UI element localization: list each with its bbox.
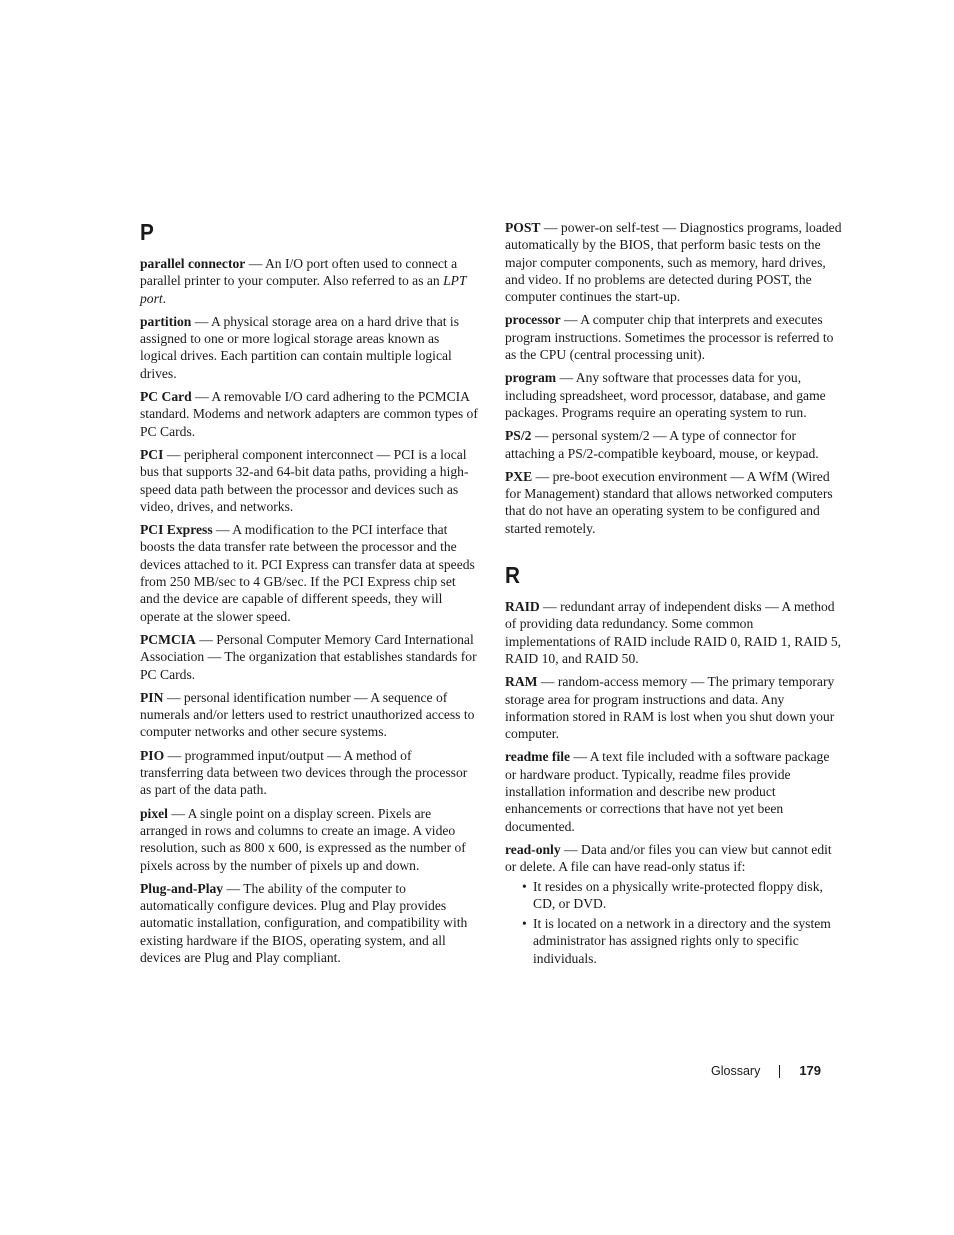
section-spacer xyxy=(505,543,843,561)
glossary-entry-pixel xyxy=(140,805,478,874)
glossary-entry-pcmcia xyxy=(140,631,478,683)
glossary-definition: — personal identification number — A sequence of numerals and/or letters used to restrict unauthorized access to computer networks and other secure systems. xyxy=(140,689,475,740)
glossary-definition: — An I/O port often used to connect a parallel printer to your computer. Also referred to as an xyxy=(140,256,458,289)
glossary-term: read-only xyxy=(505,841,561,857)
glossary-entry-pin xyxy=(140,689,478,741)
glossary-cross-reference: LPT port xyxy=(140,273,467,306)
glossary-definition: — power-on self-test — Diagnostics programs, loaded automatically by the BIOS, that perform basic tests on the major computer components, such as memory, hard drives, and video. If no problems are detected during POST, the computer continues the start-up. xyxy=(505,220,842,305)
glossary-definition: — A removable I/O card adhering to the PCMCIA standard. Modems and network adapters are common types of PC Cards. xyxy=(140,389,478,439)
glossary-definition: — programmed input/output — A method of transferring data between two devices through the processor as part of the data path. xyxy=(140,747,468,798)
glossary-definition: — A single point on a display screen. Pixels are arranged in rows and columns to create an image. A video resolution, such as 800 x 600, is expressed as the number of pixels across by the number of pixels up and down. xyxy=(140,805,466,873)
glossary-definition: — redundant array of independent disks — A method of providing data redundancy. Some common implementations of RAID include RAID 0, RAID 1, RAID 5, RAID 10, and RAID 50. xyxy=(505,599,842,666)
footer-section-title: Glossary xyxy=(711,1064,761,1078)
right-column xyxy=(505,219,843,970)
list-item-text: It resides on a physically write-protected floppy disk, CD, or DVD. xyxy=(533,878,823,911)
glossary-term: Plug-and-Play xyxy=(140,880,224,896)
bullet-icon: • xyxy=(522,878,527,894)
glossary-definition: — Personal Computer Memory Card International Association — The organization that establishes standards for PC Cards. xyxy=(140,631,477,682)
glossary-definition: — random-access memory — The primary temporary storage area for program instructions and data. Any information stored in RAM is lost when you shut down your computer. xyxy=(505,674,835,742)
list-item xyxy=(505,878,843,913)
glossary-term: PCI xyxy=(140,446,164,462)
glossary-entry-parallel-connector xyxy=(140,255,478,307)
glossary-entry-pio xyxy=(140,747,478,799)
glossary-term: PCMCIA xyxy=(140,631,196,647)
glossary-definition: — A modification to the PCI interface that boosts the data transfer rate between the processor and the devices attached to it. PCI Express can transfer data at speeds from 250 MB/sec to 4 GB/sec. If the PCI Express chip set and the device are capable of different speeds, they will operate at the slower speed. xyxy=(140,522,475,624)
list-item-text: It is located on a network in a directory and the system administrator has assigned rights only to specific individuals. xyxy=(533,916,831,966)
glossary-term: pixel xyxy=(140,805,168,821)
glossary-term: RAID xyxy=(505,599,540,615)
footer-divider xyxy=(779,1065,780,1078)
glossary-definition: — personal system/2 — A type of connector for attaching a PS/2-compatible keyboard, mouse, or keypad. xyxy=(505,428,819,461)
glossary-term: parallel connector xyxy=(140,256,246,271)
glossary-term: readme file xyxy=(505,749,571,765)
glossary-definition-end: . xyxy=(162,290,167,306)
page-number: 179 xyxy=(799,1063,822,1078)
glossary-entry-pci xyxy=(140,446,478,515)
glossary-entry-processor xyxy=(505,311,843,363)
left-column xyxy=(140,218,478,972)
glossary-entry-program xyxy=(505,369,843,421)
glossary-term: PS/2 xyxy=(505,428,532,444)
glossary-definition: — A computer chip that interprets and executes program instructions. Sometimes the processor is referred to as the CPU (central processing unit). xyxy=(505,312,834,363)
section-heading-p: P xyxy=(140,219,154,245)
section-heading-r: R xyxy=(505,562,520,589)
glossary-definition: — Any software that processes data for you, including spreadsheet, word processor, database, and game packages. Programs require an operating system to run. xyxy=(505,370,826,420)
glossary-definition: — pre-boot execution environment — A WfM (Wired for Management) standard that allows networked computers that do not have an operating system to be configured and started remotely. xyxy=(505,468,833,536)
glossary-entry-post xyxy=(505,219,843,305)
glossary-entry-plug-and-play xyxy=(140,880,478,966)
glossary-entry-read-only xyxy=(505,841,843,876)
glossary-definition: — peripheral component interconnect — PCI is a local bus that supports 32-and 64-bit data paths, providing a high-speed data path between the processor and devices such as video, drives, and networks. xyxy=(140,446,469,514)
page-footer xyxy=(711,1061,821,1081)
glossary-term: PXE xyxy=(505,468,533,484)
glossary-entry-pc-card xyxy=(140,388,478,440)
glossary-entry-partition xyxy=(140,313,478,382)
glossary-term: processor xyxy=(505,312,561,328)
glossary-term: partition xyxy=(140,313,192,329)
glossary-term: POST xyxy=(505,220,541,235)
glossary-term: program xyxy=(505,370,557,386)
glossary-term: PCI Express xyxy=(140,522,213,538)
glossary-definition: — A text file included with a software package or hardware product. Typically, readme files provide installation information and describe new product enhancements or corrections that have not yet been documented. xyxy=(505,749,830,834)
glossary-entry-pxe xyxy=(505,468,843,537)
glossary-entry-raid xyxy=(505,598,843,667)
glossary-definition: — A physical storage area on a hard drive that is assigned to one or more logical storage areas known as logical drives. Each partition can contain multiple logical drives. xyxy=(140,313,459,381)
glossary-definition: — Data and/or files you can view but cannot edit or delete. A file can have read-only status if: xyxy=(505,841,832,875)
glossary-term: PIN xyxy=(140,689,164,705)
glossary-entry-ram xyxy=(505,673,843,742)
read-only-conditions-list xyxy=(505,878,843,967)
glossary-entry-pci-express xyxy=(140,521,478,625)
glossary-term: PC Card xyxy=(140,389,192,405)
glossary-definition: — The ability of the computer to automatically configure devices. Plug and Play provides automatic installation, configuration, and compatibility with existing hardware if the BIOS, operating system, and all devices are Plug and Play compliant. xyxy=(140,880,468,965)
glossary-entry-readme-file xyxy=(505,748,843,834)
bullet-icon: • xyxy=(522,916,527,932)
glossary-term: PIO xyxy=(140,747,165,763)
list-item xyxy=(505,915,843,967)
glossary-term: RAM xyxy=(505,674,538,690)
glossary-entry-ps2 xyxy=(505,427,843,462)
